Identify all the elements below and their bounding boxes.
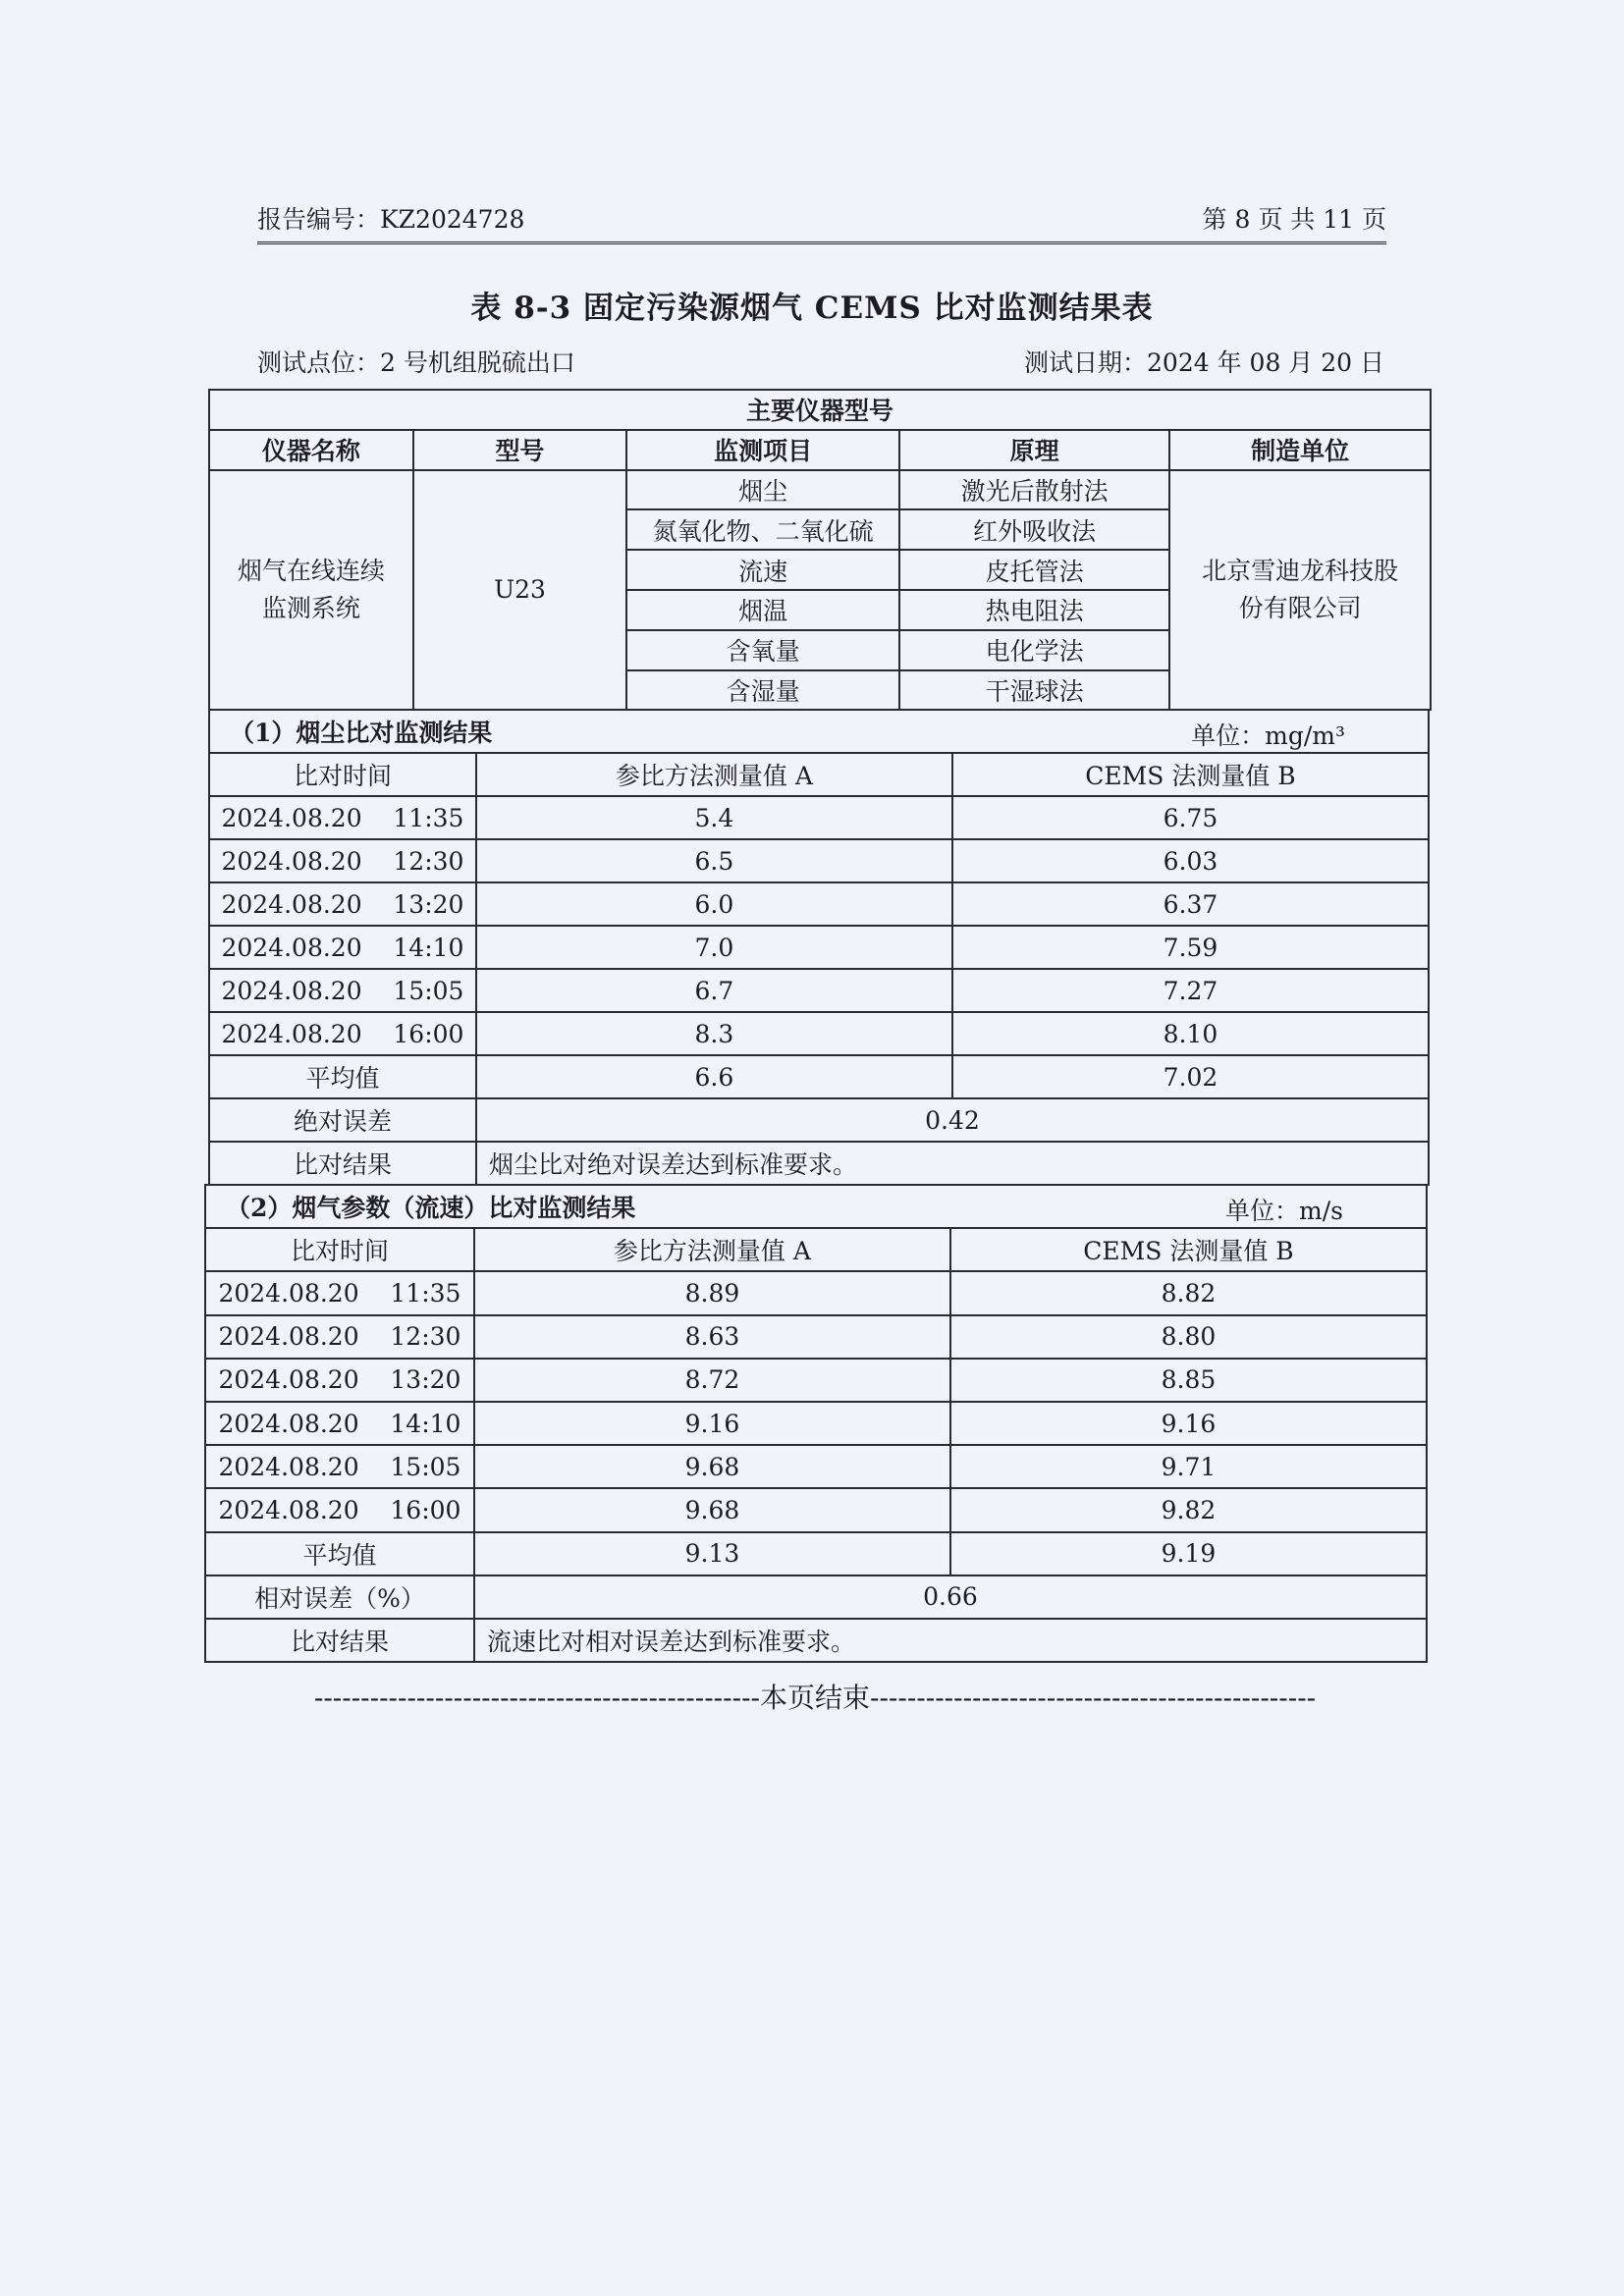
dust-section-row <box>209 710 1429 753</box>
monitor-item: 烟温 <box>626 590 899 630</box>
row-value-b: 8.10 <box>952 1012 1429 1055</box>
test-date: 测试日期：2024 年 08 月 20 日 <box>1024 348 1384 377</box>
row-value-a: 5.4 <box>476 796 952 839</box>
row-value-b: 6.37 <box>952 882 1429 926</box>
row-value-a: 8.63 <box>474 1315 950 1359</box>
row-time: 2024.08.20 11:35 <box>209 796 476 839</box>
row-value-a: 9.16 <box>474 1402 950 1445</box>
col-header-instrument-name: 仪器名称 <box>209 430 413 470</box>
flow-section-title: （2）烟气参数（流速）比对监测结果 <box>226 1194 636 1223</box>
row-value-a: 8.72 <box>474 1359 950 1402</box>
document-title: 表 8-3 固定污染源烟气 CEMS 比对监测结果表 <box>470 291 1154 326</box>
average-label: 平均值 <box>205 1532 474 1575</box>
table-row <box>205 1359 1427 1402</box>
row-value-a: 9.68 <box>474 1445 950 1488</box>
monitor-item: 烟尘 <box>626 470 899 510</box>
page-info: 第 8 页 共 11 页 <box>1202 205 1386 234</box>
row-value-b: 9.16 <box>950 1402 1427 1445</box>
monitor-item: 氮氧化物、二氧化硫 <box>626 509 899 550</box>
average-value-a: 6.6 <box>476 1055 952 1098</box>
flow-comparison-table <box>204 1184 1428 1663</box>
average-label: 平均值 <box>209 1055 476 1098</box>
principle: 干湿球法 <box>899 670 1169 711</box>
row-value-a: 7.0 <box>476 926 952 969</box>
row-value-b: 8.80 <box>950 1315 1427 1359</box>
principle: 皮托管法 <box>899 550 1169 590</box>
row-time: 2024.08.20 15:05 <box>209 969 476 1012</box>
row-value-b: 6.03 <box>952 839 1429 882</box>
table-row <box>209 796 1429 839</box>
table-row <box>209 1012 1429 1055</box>
average-value-a: 9.13 <box>474 1532 950 1575</box>
table-row <box>205 1271 1427 1314</box>
table-row <box>205 1488 1427 1531</box>
page-header <box>257 198 1386 244</box>
row-time: 2024.08.20 13:20 <box>205 1359 474 1402</box>
row-value-b: 9.71 <box>950 1445 1427 1488</box>
principle: 电化学法 <box>899 630 1169 670</box>
error-value: 0.66 <box>474 1575 1427 1619</box>
row-time: 2024.08.20 12:30 <box>205 1315 474 1359</box>
principle: 激光后散射法 <box>899 470 1169 510</box>
dust-comparison-table <box>208 709 1430 1186</box>
test-point: 测试点位：2 号机组脱硫出口 <box>257 348 575 377</box>
flow-unit: 单位：m/s <box>1225 1197 1343 1225</box>
row-time: 2024.08.20 11:35 <box>205 1271 474 1314</box>
col-header-manufacturer: 制造单位 <box>1169 430 1431 470</box>
row-value-a: 8.89 <box>474 1271 950 1314</box>
row-value-a: 8.3 <box>476 1012 952 1055</box>
flow-section-row <box>205 1185 1427 1228</box>
row-value-b: 8.82 <box>950 1271 1427 1314</box>
row-time: 2024.08.20 12:30 <box>209 839 476 882</box>
instrument-model: U23 <box>413 470 627 711</box>
principle: 热电阻法 <box>899 590 1169 630</box>
row-value-a: 6.5 <box>476 839 952 882</box>
row-value-b: 9.82 <box>950 1488 1427 1531</box>
row-value-b: 7.59 <box>952 926 1429 969</box>
instrument-section-title: 主要仪器型号 <box>209 390 1431 430</box>
average-value-b: 9.19 <box>950 1532 1427 1575</box>
instrument-table <box>208 389 1432 711</box>
principle: 红外吸收法 <box>899 509 1169 550</box>
col-header-reference-a: 参比方法测量值 A <box>474 1228 950 1271</box>
result-label: 比对结果 <box>209 1142 476 1185</box>
row-value-a: 6.7 <box>476 969 952 1012</box>
monitor-item: 含氧量 <box>626 630 899 670</box>
row-value-b: 8.85 <box>950 1359 1427 1402</box>
monitor-item: 含湿量 <box>626 670 899 711</box>
row-time: 2024.08.20 16:00 <box>205 1488 474 1531</box>
col-header-cems-b: CEMS 法测量值 B <box>950 1228 1427 1271</box>
result-value: 流速比对相对误差达到标准要求。 <box>474 1619 1427 1662</box>
table-row <box>209 839 1429 882</box>
monitor-item: 流速 <box>626 550 899 590</box>
table-row <box>205 1315 1427 1359</box>
row-time: 2024.08.20 13:20 <box>209 882 476 926</box>
col-header-principle: 原理 <box>899 430 1169 470</box>
error-label: 绝对误差 <box>209 1098 476 1142</box>
col-header-model: 型号 <box>413 430 627 470</box>
dust-section-title: （1）烟尘比对监测结果 <box>230 719 493 747</box>
error-label: 相对误差（%） <box>205 1575 474 1619</box>
result-value: 烟尘比对绝对误差达到标准要求。 <box>476 1142 1429 1185</box>
col-header-time: 比对时间 <box>209 753 476 796</box>
col-header-reference-a: 参比方法测量值 A <box>476 753 952 796</box>
row-value-b: 7.27 <box>952 969 1429 1012</box>
row-value-a: 6.0 <box>476 882 952 926</box>
col-header-monitor-item: 监测项目 <box>626 430 899 470</box>
table-row <box>205 1445 1427 1488</box>
row-time: 2024.08.20 16:00 <box>209 1012 476 1055</box>
table-row <box>209 969 1429 1012</box>
average-value-b: 7.02 <box>952 1055 1429 1098</box>
table-row <box>205 1402 1427 1445</box>
table-row <box>209 882 1429 926</box>
dust-unit: 单位：mg/m³ <box>1191 721 1345 750</box>
row-value-b: 6.75 <box>952 796 1429 839</box>
col-header-time: 比对时间 <box>205 1228 474 1271</box>
result-label: 比对结果 <box>205 1619 474 1662</box>
row-time: 2024.08.20 15:05 <box>205 1445 474 1488</box>
table-row <box>209 926 1429 969</box>
page-end-marker: ------------------------------------------------本页结束------------------------------------------------ <box>313 1682 1317 1714</box>
row-time: 2024.08.20 14:10 <box>205 1402 474 1445</box>
error-value: 0.42 <box>476 1098 1429 1142</box>
col-header-cems-b: CEMS 法测量值 B <box>952 753 1429 796</box>
instrument-name: 烟气在线连续监测系统 <box>209 470 413 711</box>
row-value-a: 9.68 <box>474 1488 950 1531</box>
report-number: 报告编号：KZ2024728 <box>257 205 525 234</box>
row-time: 2024.08.20 14:10 <box>209 926 476 969</box>
manufacturer: 北京雪迪龙科技股份有限公司 <box>1169 470 1431 711</box>
